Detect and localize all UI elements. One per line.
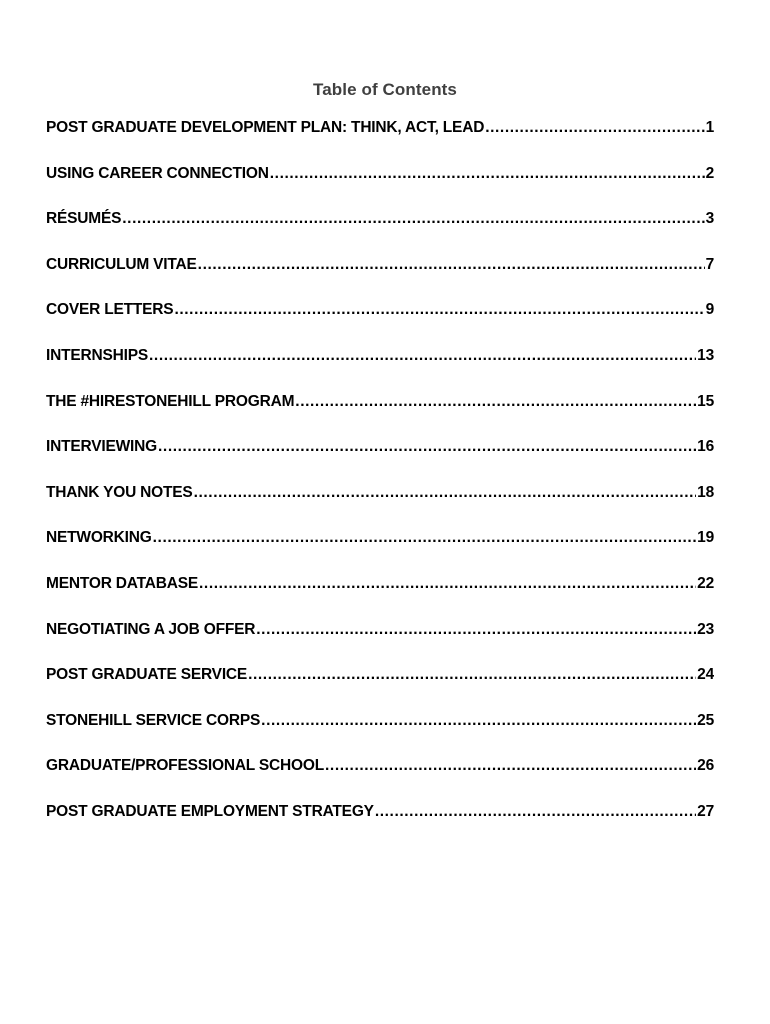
toc-dot-leader [261,708,696,734]
toc-entry[interactable] [46,115,714,161]
toc-entry-page-number: 18 [697,483,714,501]
toc-entry-page-number: 25 [697,711,714,729]
toc-entry[interactable] [46,617,714,663]
toc-entry[interactable] [46,708,714,754]
toc-entry-page-number: 2 [705,164,714,182]
toc-entry-page-number: 13 [697,346,714,364]
toc-entry-page-number: 27 [697,802,714,820]
toc-dot-leader [194,480,697,506]
toc-entry-label: NEGOTIATING A JOB OFFER [46,620,256,638]
toc-entry-page-number: 22 [697,574,714,592]
toc-entry-page-number: 3 [705,210,714,228]
toc-dot-leader [485,115,704,141]
toc-entry[interactable] [46,753,714,799]
toc-entry[interactable] [46,389,714,435]
toc-entry-label: INTERNSHIPS [46,346,149,364]
toc-entry-label: STONEHILL SERVICE CORPS [46,711,261,729]
toc-entry[interactable] [46,297,714,343]
toc-list [46,115,714,845]
toc-entry-label: INTERVIEWING [46,438,157,456]
toc-dot-leader [248,662,696,688]
toc-dot-leader [122,206,704,232]
toc-title: Table of Contents [313,80,457,99]
toc-entry[interactable] [46,799,714,845]
toc-entry-label: RÉSUMÉS [46,210,122,228]
toc-entry[interactable] [46,571,714,617]
toc-dot-leader [158,434,696,460]
toc-entry-page-number: 15 [697,392,714,410]
toc-entry-label: MENTOR DATABASE [46,574,199,592]
toc-entry[interactable] [46,662,714,708]
toc-entry-page-number: 1 [705,119,714,136]
toc-dot-leader [295,389,696,415]
toc-dot-leader [153,525,697,551]
toc-entry-page-number: 16 [697,438,714,456]
toc-entry[interactable] [46,252,714,298]
toc-entry[interactable] [46,161,714,207]
toc-entry[interactable] [46,434,714,480]
toc-dot-leader [174,297,704,323]
toc-entry-page-number: 26 [697,757,714,775]
toc-dot-leader [270,161,705,187]
toc-entry-page-number: 24 [697,666,714,684]
toc-dot-leader [375,799,696,825]
toc-entry[interactable] [46,480,714,526]
toc-dot-leader [198,252,705,278]
toc-entry-label: USING CAREER CONNECTION [46,164,269,182]
toc-entry-label: CURRICULUM VITAE [46,255,197,273]
toc-entry-label: NETWORKING [46,529,152,547]
toc-dot-leader [199,571,696,597]
toc-entry-label: GRADUATE/PROFESSIONAL SCHOOL [46,757,325,775]
toc-entry-page-number: 7 [705,255,714,273]
toc-entry-label: COVER LETTERS [46,301,174,319]
toc-entry-page-number: 23 [697,620,714,638]
toc-entry[interactable] [46,525,714,571]
toc-entry-page-number: 9 [705,301,714,319]
toc-entry-label: POST GRADUATE EMPLOYMENT STRATEGY [46,802,374,820]
toc-entry[interactable] [46,343,714,389]
toc-entry-label: THE #HIRESTONEHILL PROGRAM [46,392,295,410]
toc-entry-label: THANK YOU NOTES [46,483,193,501]
toc-entry-page-number: 19 [697,529,714,547]
toc-dot-leader [149,343,696,369]
toc-dot-leader [325,753,696,779]
toc-dot-leader [256,617,696,643]
toc-entry[interactable] [46,206,714,252]
toc-entry-label: POST GRADUATE DEVELOPMENT PLAN: THINK, ACT, LEAD [46,119,485,136]
toc-entry-label: POST GRADUATE SERVICE [46,666,248,684]
